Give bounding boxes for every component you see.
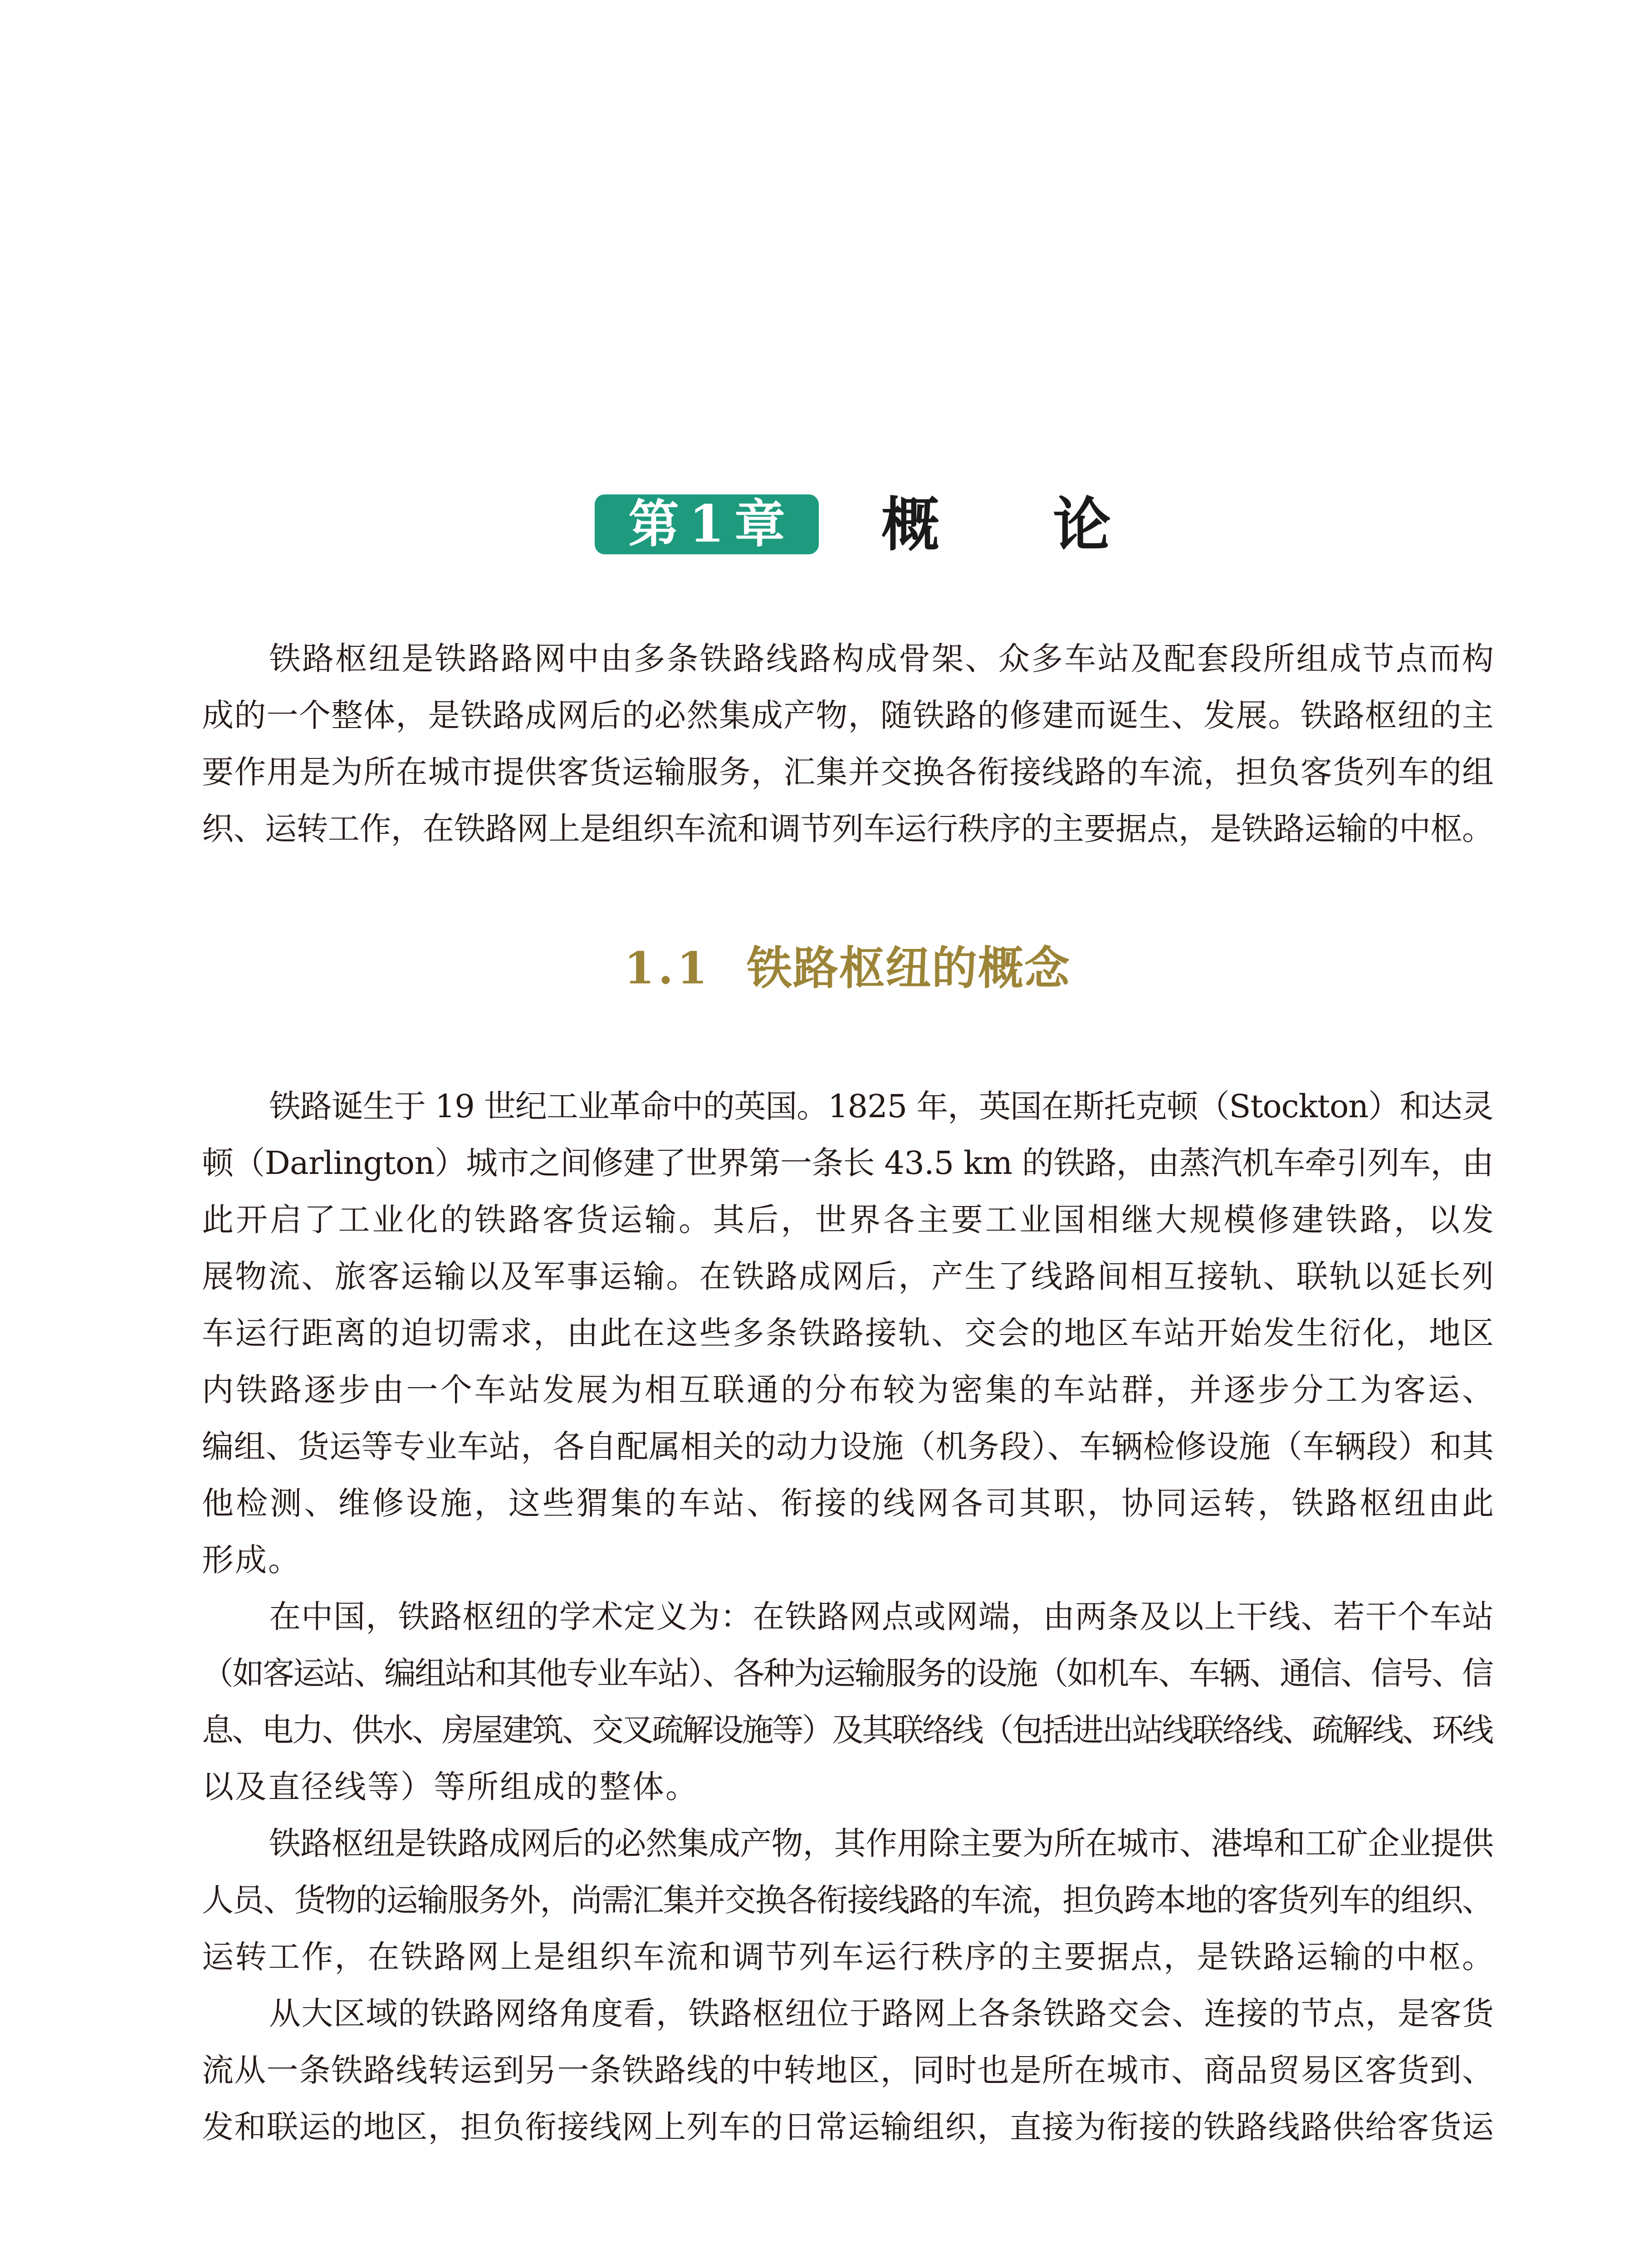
chapter-title: 概论: [881, 491, 1224, 559]
chapter-intro: [202, 631, 1494, 857]
text-line: 从大区域的铁路网络角度看，铁路枢纽位于路网上各条铁路交会、连接的节点，是客货: [269, 1995, 1495, 2032]
section-title: 铁路枢纽的概念: [747, 942, 1071, 995]
paragraph: [202, 1078, 1494, 1589]
text-line: 发和联运的地区，担负衔接线网上列车的日常运输组织，直接为衔接的铁路线路供给客货运: [202, 2108, 1495, 2146]
text-line: 运转工作，在铁路网上是组织车流和调节列车运行秩序的主要据点，是铁路运输的中枢。: [202, 1938, 1496, 1975]
text-line: 在中国，铁路枢纽的学术定义为：在铁路网点或网端，由两条及以上干线、若干个车站: [269, 1598, 1495, 1635]
text-line: 内铁路逐步由一个车站发展为相互联通的分布较为密集的车站群，并逐步分工为客运、: [202, 1371, 1496, 1408]
chapter-number-badge: 第1章: [595, 494, 819, 554]
text-line: 以及直径线等）等所组成的整体。: [202, 1768, 699, 1805]
text-line: 编组、货运等专业车站，各自配属相关的动力设施（机务段）、车辆检修设施（车辆段）和其: [202, 1428, 1494, 1465]
text-line: （如客运站、编组站和其他专业车站）、各种为运输服务的设施（如机车、车辆、通信、信号、信: [202, 1655, 1492, 1692]
text-line: 顿（Darlington）城市之间修建了世界第一条长 43.5 km 的铁路，由蒸汽机车牵引列车，由: [202, 1144, 1494, 1182]
text-line: 展物流、旅客运输以及军事运输。在铁路成网后，产生了线路间相互接轨、联轨以延长列: [202, 1258, 1496, 1295]
section-body: [202, 1078, 1494, 2156]
text-line: 他检测、维修设施，这些猬集的车站、衔接的线网各司其职，协同运转，铁路枢纽由此: [202, 1485, 1496, 1522]
text-line: 人员、货物的运输服务外，尚需汇集并交换各衔接线路的车流，担负跨本地的客货列车的组织、: [202, 1882, 1493, 1919]
paragraph: [202, 1815, 1494, 1985]
text-line: 息、电力、供水、房屋建筑、交叉疏解设施等）及其联络线（包括进出站线联络线、疏解线、环线: [202, 1711, 1492, 1749]
text-line: 成的一个整体，是铁路成网后的必然集成产物，随铁路的修建而诞生、发展。铁路枢纽的主: [202, 697, 1495, 734]
text-line: 铁路枢纽是铁路路网中由多条铁路线路构成骨架、众多车站及配套段所组成节点而构: [269, 640, 1496, 677]
text-line: 此开启了工业化的铁路客货运输。其后，世界各主要工业国相继大规模修建铁路，以发: [202, 1201, 1496, 1238]
paragraph: [202, 631, 1494, 857]
text-line: 织、运转工作，在铁路网上是组织车流和调节列车运行秩序的主要据点，是铁路运输的中枢。: [202, 810, 1494, 847]
text-line: 流从一条铁路线转运到另一条铁路线的中转地区，同时也是所在城市、商品贸易区客货到、: [202, 2052, 1495, 2089]
paragraph: [202, 1589, 1494, 1815]
text-line: 铁路枢纽是铁路成网后的必然集成产物，其作用除主要为所在城市、港埠和工矿企业提供: [269, 1825, 1494, 1862]
text-line: 铁路诞生于 19 世纪工业革命中的英国。1825 年，英国在斯托克顿（Stockton）和达灵: [269, 1088, 1493, 1125]
text-line: 要作用是为所在城市提供客货运输服务，汇集并交换各衔接线路的车流，担负客货列车的组: [202, 753, 1495, 791]
text-line: 车运行距离的迫切需求，由此在这些多条铁路接轨、交会的地区车站开始发生衍化，地区: [202, 1315, 1496, 1352]
paragraph: [202, 1985, 1494, 2156]
section-number: 1.1: [624, 943, 711, 994]
text-line: 形成。: [202, 1541, 301, 1579]
